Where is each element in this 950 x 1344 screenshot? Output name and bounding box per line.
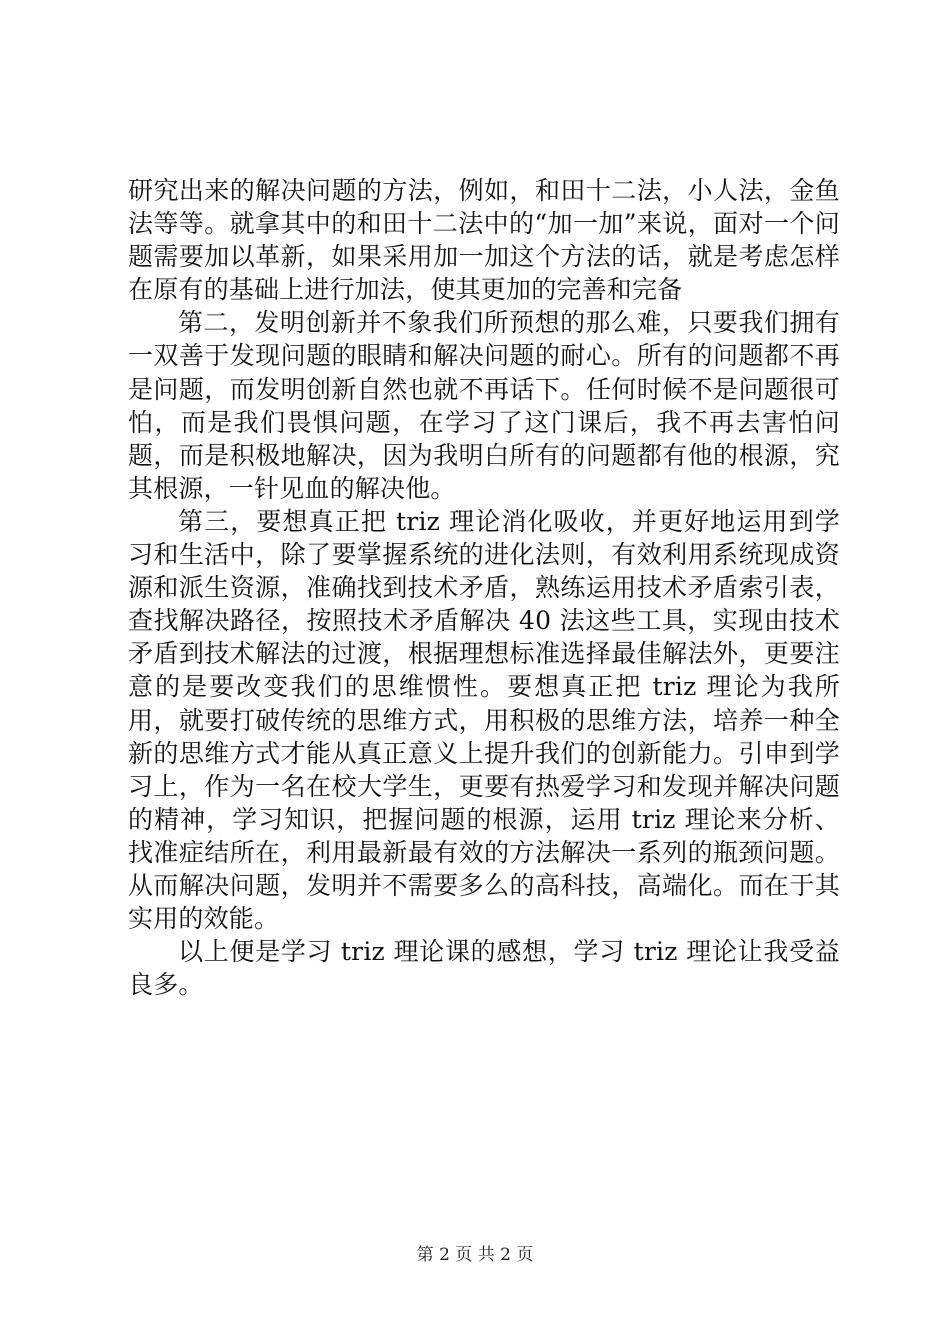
paragraph-continuation: 研究出来的解决问题的方法，例如，和田十二法，小人法，金鱼法等等。就拿其中的和田十二法中的“加一加”来说，面对一个问题需要加以革新，如果采用加一加这个方法的话，就是考虑怎样在原有的基础上进行加法，使其更加的完善和完备 bbox=[128, 176, 840, 305]
page-number-footer: 第 2 页 共 2 页 bbox=[416, 1245, 534, 1265]
paragraph-third-point: 第三，要想真正把 triz 理论消化吸收，并更好地运用到学习和生活中，除了要掌握系统的进化法则，有效利用系统现成资源和派生资源，准确找到技术矛盾，熟练运用技术矛盾索引表，查找解决路径，按照技术矛盾解决 40 法这些工具，实现由技术矛盾到技术解法的过渡，根据理想标准选择最佳解法外，更要注意的是要改变我们的思维惯性。要想真正把 triz 理论为我所用，就要打破传统的思维方式，用积极的思维方法，培养一种全新的思维方式才能从真正意义上提升我们的创新能力。引申到学习上，作为一名在校大学生，更要有热爱学习和发现并解决问题的精神，学习知识，把握问题的根源，运用 triz 理论来分析、找准症结所在，利用最新最有效的方法解决一系列的瓶颈问题。从而解决问题，发明并不需要多么的高科技，高端化。而在于其实用的效能。 bbox=[128, 506, 840, 934]
paragraph-second-point: 第二，发明创新并不象我们所预想的那么难，只要我们拥有一双善于发现问题的眼睛和解决问题的耐心。所有的问题都不再是问题，而发明创新自然也就不再话下。任何时候不是问题很可怕，而是我们畏惧问题，在学习了这门课后，我不再去害怕问题，而是积极地解决，因为我明白所有的问题都有他的根源，究其根源，一针见血的解决他。 bbox=[128, 308, 840, 503]
paragraph-conclusion: 以上便是学习 triz 理论课的感想，学习 triz 理论让我受益良多。 bbox=[128, 937, 840, 1000]
document-body bbox=[128, 174, 840, 1001]
